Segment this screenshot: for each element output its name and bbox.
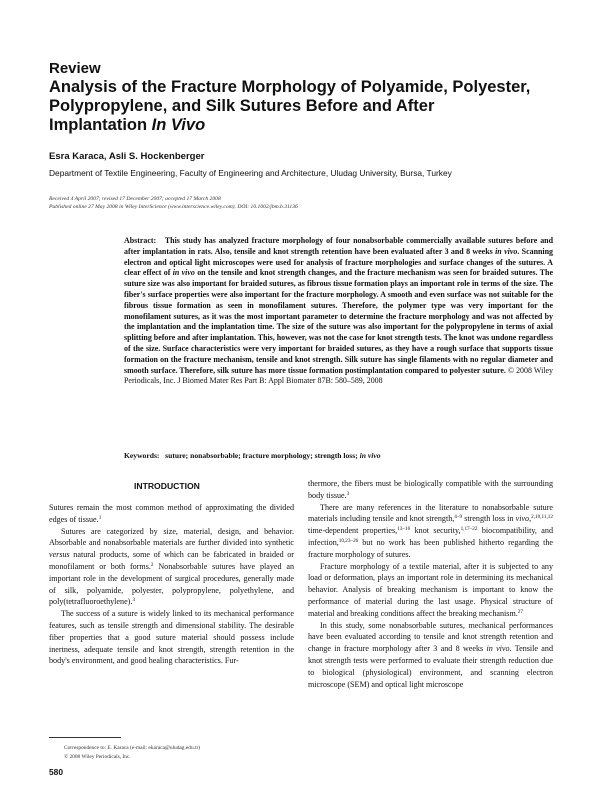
paragraph-italic: in vivo: [486, 644, 510, 654]
published-line: Published online 27 May 2008 in Wiley InterScience (www.interscience.wiley.com). DOI: 10.1002/jbm.b.31136: [49, 204, 298, 210]
article-title: [49, 78, 569, 135]
paragraph-text: Sutures remain the most common method of approximating the divided edges of tissue.: [49, 503, 294, 524]
paragraph: [308, 478, 553, 502]
reference-sup: 3: [132, 597, 135, 604]
paragraph-text: but no work has been published hitherto regarding the fracture morphology of sutures.: [308, 537, 553, 559]
received-line: Received 4 April 2007; revised 17 December 2007; accepted 17 March 2008: [49, 196, 221, 202]
received-dates: [49, 195, 298, 211]
title-line: [49, 116, 569, 135]
keywords: [124, 451, 381, 460]
page-number: 580: [49, 767, 63, 777]
paragraph-text: In this study, some nonabsorbable sutures, mechanical performances have been evaluated according to tensile and knot strength retention and change in fracture morphology after 3 and 8 weeks: [308, 620, 553, 654]
reference-sup: 27: [517, 608, 523, 615]
paragraph-text: time-dependent properties,: [308, 526, 398, 536]
reference-sup: 13–16: [397, 526, 411, 533]
section-label: Review: [49, 60, 101, 77]
abstract-label: Abstract:: [124, 236, 157, 245]
abstract-text: on the tensile and knot strength changes, and the fracture mechanism was seen for braided sutures. The suture size was also important for braided sutures, as fibrous tissue formation plays an important role in terms of the size. The fiber's surface properties were also important for the fracture morphology. A smooth and even surface was not suitable for the fibrous tissue formation as seen in monofilament sutures. Therefore, the polymer type was very important for the monofilament sutures, as it was the most important parameter to determine the fracture morphology and was not affected by the implantation and the implantation time. The size of the suture was also important for the polypropylene in terms of axial splitting before and after implantation. This, however, was not the case for knot strength tests. The knot was undone regardless of the size. Surface characteristics were very important for braided sutures, as they have a rough surface that supports tissue formation on the fracture mechanism, tensile and knot strength. Silk suture has single filaments with no regular diameter and smooth surface. Therefore, silk suture has more tissue formation postimplantation compared to polyester suture.: [124, 268, 553, 375]
footnote: [64, 744, 200, 762]
paragraph-italic: vivo: [515, 514, 530, 524]
paragraph: The success of a suture is widely linked to its mechanical performance features, such as tensile strength and dimensional stability. The desirable fiber properties that a good suture material should possess include inertness, adequate tensile and knot strength, strength retention in the body's environment, and good healing characteristics. Fur-: [49, 609, 294, 666]
keywords-text: suture; nonabsorbable; fracture morphology; strength loss;: [165, 451, 360, 460]
paragraph: [49, 502, 294, 526]
title-text: Implantation: [49, 116, 152, 134]
paragraph-text: . Tensile and knot strength tests were performed to evaluate their strength reduction due to biological (physiological) environment, and scanning electron microscope (SEM) and optical light microscope: [308, 644, 553, 689]
title-line: Analysis of the Fracture Morphology of Polyamide, Polyester,: [49, 78, 531, 96]
reference-sup: 2: [150, 561, 154, 568]
abstract-italic: in vivo: [495, 246, 518, 256]
right-column: [308, 478, 553, 690]
section-heading: INTRODUCTION: [134, 481, 200, 491]
footnote-divider: [49, 737, 121, 738]
reference-sup: 10,23–26: [338, 537, 359, 544]
reference-sup: 4–9: [454, 514, 463, 521]
authors: Esra Karaca, Asli S. Hockenberger: [49, 151, 205, 162]
reference-sup: 3: [346, 490, 350, 497]
paragraph-text: Nonabsorbable sutures have played an important role in the development of surgical procedures, generally made of silk, polyamide, polyester, polypropylene, polyethylene, and poly(tetrafluoroethylene).: [49, 561, 295, 607]
paragraph-italic: versus: [49, 550, 70, 560]
paragraph-text: Fracture morphology of a textile material, after it is subjected to any load or deformation, plays an important role in determining its mechanical behavior. Analysis of breaking mechanism is important to know the performance of material during the last usage. Physical structure of material and breaking conditions affect the breaking mechanism.: [308, 561, 553, 618]
paragraph: [49, 526, 294, 609]
left-column: [49, 502, 294, 667]
reference-sup: 1,17–22: [460, 526, 478, 533]
abstract-text: This study has analyzed fracture morphology of four nonabsorbable commercially available sutures before and after implantation in rats. Also, tensile and knot strength retention have been evaluated after 3 and 8 weeks: [124, 236, 553, 256]
abstract: [124, 236, 553, 387]
abstract-citation: © 2008 Wiley Periodicals, Inc. J Biomed Mater Res Part B: Appl Biomater 87B: 580–589, 2008: [124, 365, 553, 386]
paragraph-text: knot security,: [410, 526, 461, 536]
paragraph-text: biocompatibility, and infection,: [308, 526, 553, 547]
correspondence-line: Correspondence to: E. Karaca (e-mail: ekaraca@uludag.edu.tr): [64, 745, 201, 751]
reference-sup: 2,10,11,12: [531, 514, 553, 521]
paragraph-text: There are many references in the literature to nonabsorbable suture materials including tensile and knot strength,: [308, 502, 553, 524]
paragraph: [308, 561, 553, 620]
affiliation: Department of Textile Engineering, Faculty of Engineering and Architecture, Uludag University, Bursa, Turkey: [49, 168, 452, 178]
reference-sup: 1: [98, 514, 102, 521]
copyright-line: © 2008 Wiley Periodicals, Inc.: [64, 754, 131, 760]
paragraph-text: Sutures are categorized by size, material, design, and behavior. Absorbable and nonabsorbable materials are further divided into synthetic: [49, 526, 294, 548]
keywords-label: Keywords:: [124, 451, 160, 460]
paragraph-text: strength loss in: [462, 514, 516, 524]
paragraph-text: thermore, the fibers must be biologically compatible with the surrounding body tissue.: [308, 479, 553, 500]
abstract-italic: in vivo: [172, 268, 195, 278]
abstract-text: . Scanning electron and optical light microscopes were used for analysis of fracture morphologies and surface changes of the sutures. A clear effect of: [124, 246, 553, 278]
paragraph: [308, 620, 553, 691]
title-line: Polypropylene, and Silk Sutures Before and After: [49, 97, 435, 115]
paragraph-text: ,: [529, 514, 532, 524]
paragraph: [308, 502, 553, 561]
title-italic: In Vivo: [151, 116, 206, 134]
keywords-italic: in vivo: [359, 451, 381, 460]
paragraph-text: natural products, some of which can be fabricated in braided or monofilament or both forms.: [49, 550, 294, 571]
